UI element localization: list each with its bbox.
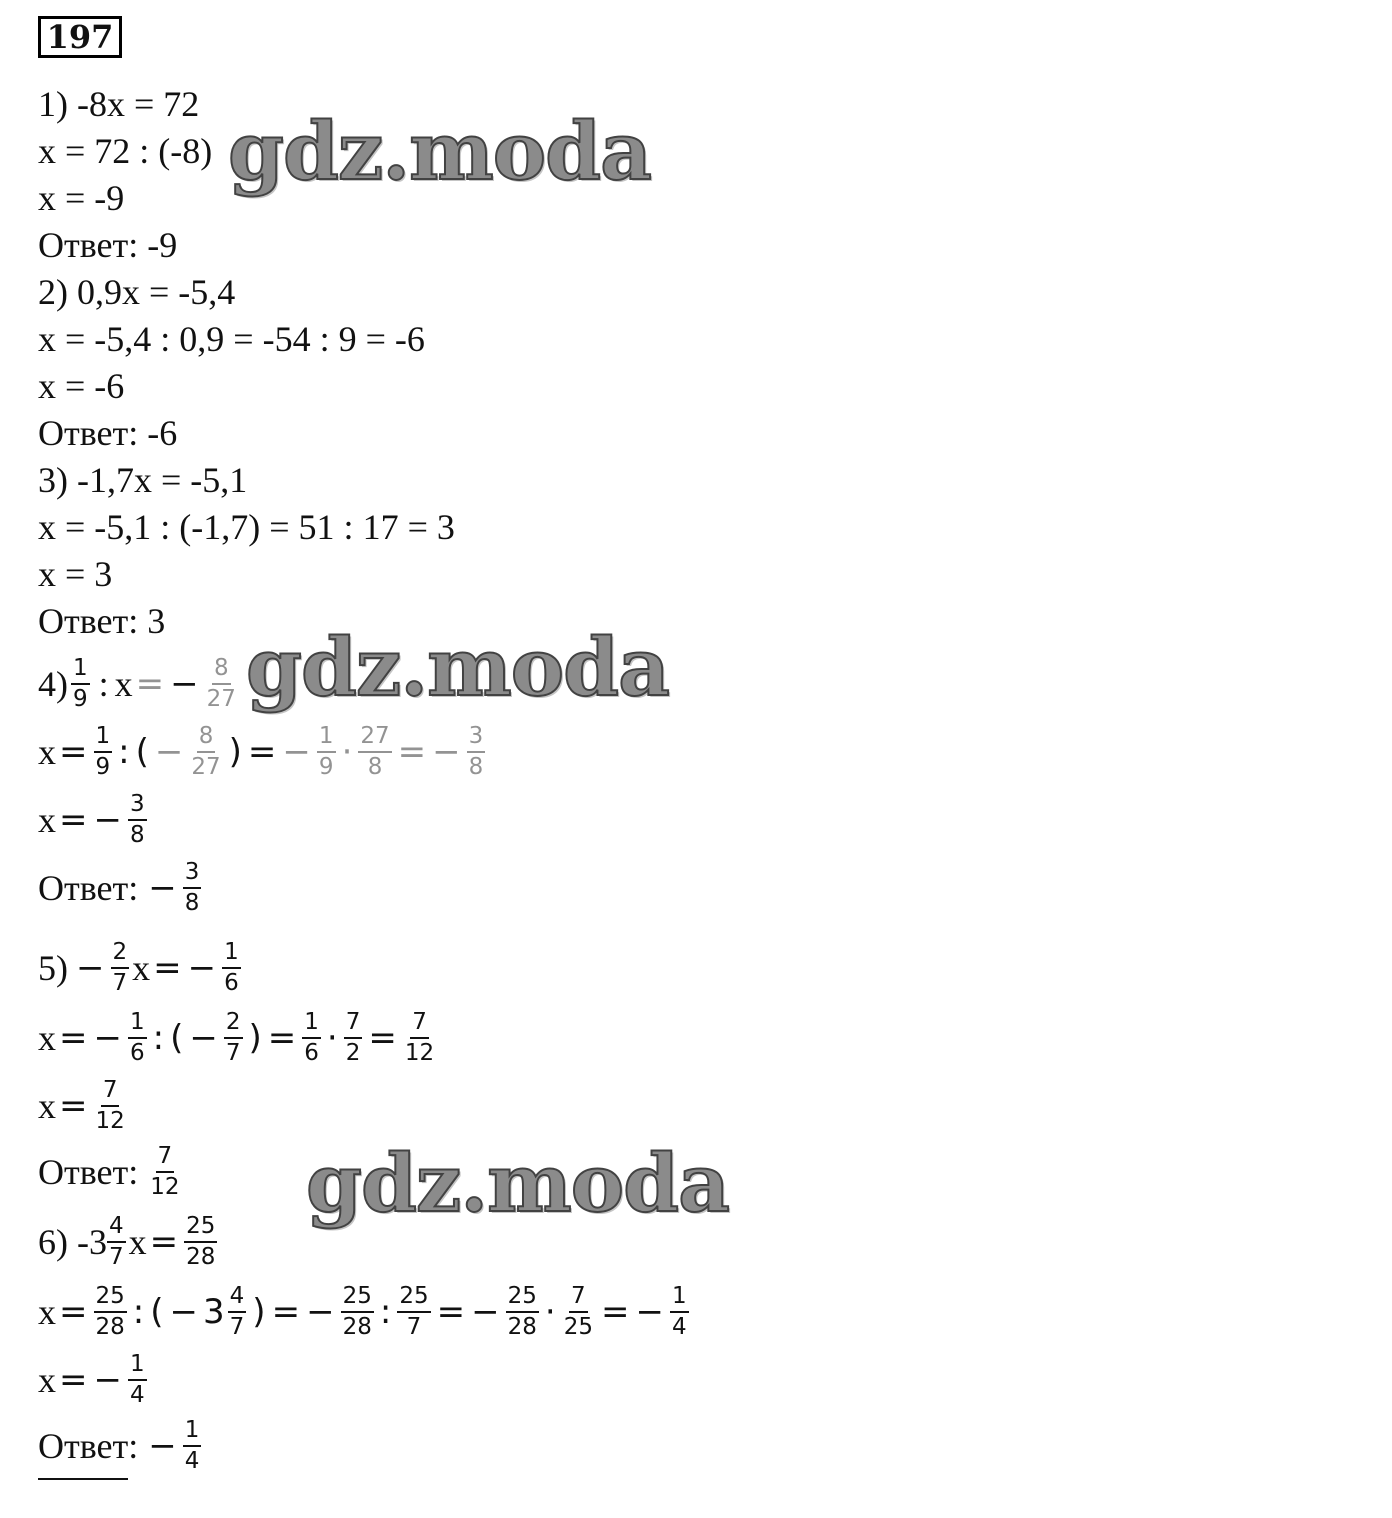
- fraction: $\frac{1}{6}$: [130, 1009, 145, 1066]
- p2-result: x = -6: [38, 366, 125, 406]
- p4-equation: [38, 656, 241, 712]
- answer-label: Ответ:: [38, 868, 139, 908]
- right-paren: ): [248, 1018, 262, 1058]
- equals-sign: =: [59, 800, 88, 840]
- minus-sign: −: [148, 1426, 177, 1466]
- p3-step: x = -5,1 : (-1,7) = 51 : 17 = 3: [38, 507, 455, 547]
- minus-sign: −: [187, 948, 217, 988]
- equals-sign: =: [247, 732, 277, 772]
- variable-x: x: [114, 664, 133, 704]
- p3-equation: 3) -1,7x = -5,1: [38, 460, 248, 500]
- fraction: $\frac{25}{28}$: [342, 1283, 372, 1340]
- minus-sign: −: [635, 1292, 664, 1332]
- fraction: $\frac{1}{9}$: [95, 723, 111, 780]
- p5-step: [38, 1010, 439, 1066]
- minus-sign: −: [76, 948, 105, 988]
- p6-answer: [38, 1418, 204, 1474]
- equals-sign: =: [59, 1086, 88, 1126]
- fraction: $\frac{7}{12}$: [404, 1009, 435, 1066]
- variable-x: x: [132, 948, 151, 988]
- minus-sign: −: [189, 1018, 218, 1058]
- answer-label: Ответ:: [38, 1426, 139, 1466]
- equals-sign: =: [149, 1222, 179, 1262]
- minus-sign: −: [169, 1292, 199, 1332]
- fraction: $\frac{2}{7}$: [112, 939, 128, 996]
- variable-x: x: [38, 800, 56, 840]
- fraction: $\frac{8}{27}$: [206, 655, 236, 712]
- equals-sign: =: [271, 1292, 301, 1332]
- dot-sign: ·: [544, 1292, 556, 1332]
- equals-sign: =: [135, 664, 165, 704]
- fraction: $\frac{4}{7}$: [108, 1213, 124, 1270]
- p5-result: [38, 1078, 130, 1134]
- p4-result: [38, 792, 150, 848]
- equals-sign: =: [59, 1292, 88, 1332]
- variable-x: x: [128, 1222, 147, 1262]
- p1-equation: 1) -8x = 72: [38, 84, 200, 124]
- fraction: $\frac{27}{8}$: [360, 723, 390, 780]
- minus-sign: −: [93, 800, 122, 840]
- p2-equation: 2) 0,9x = -5,4: [38, 272, 236, 312]
- variable-x: x: [38, 1018, 56, 1058]
- p5-answer: [38, 1144, 185, 1200]
- fraction: $\frac{2}{7}$: [225, 1009, 241, 1066]
- fraction: $\frac{1}{9}$: [318, 723, 334, 780]
- fraction: $\frac{3}{8}$: [130, 791, 145, 848]
- p6-equation: [38, 1214, 220, 1270]
- equals-sign: =: [59, 1360, 88, 1400]
- p6-result: [38, 1352, 150, 1408]
- right-paren: ): [252, 1292, 266, 1332]
- fraction: $\frac{7}{12}$: [150, 1143, 180, 1200]
- equals-sign: =: [368, 1018, 397, 1058]
- dot-sign: ·: [326, 1018, 338, 1058]
- left-paren: (: [135, 732, 149, 772]
- dot-sign: ·: [341, 732, 353, 772]
- minus-sign: −: [306, 1292, 335, 1332]
- colon-sign: :: [152, 1018, 165, 1058]
- problem-number: 197: [38, 16, 122, 58]
- fraction: $\frac{25}{28}$: [95, 1283, 125, 1340]
- right-paren: ): [228, 732, 242, 772]
- equals-sign: =: [600, 1292, 630, 1332]
- colon-sign: :: [98, 664, 109, 704]
- p1-step: x = 72 : (-8): [38, 131, 213, 171]
- p4-step: [38, 724, 488, 780]
- fraction: $\frac{1}{6}$: [224, 939, 239, 996]
- minus-sign: −: [93, 1018, 122, 1058]
- minus-sign: −: [432, 732, 461, 772]
- fraction: $\frac{7}{2}$: [345, 1009, 361, 1066]
- p1-answer: Ответ: -9: [38, 225, 178, 265]
- equals-sign: =: [436, 1292, 466, 1332]
- p2-answer: Ответ: -6: [38, 413, 178, 453]
- p3-result: x = 3: [38, 554, 113, 594]
- p5-equation: [38, 940, 244, 996]
- p6-step: [38, 1284, 692, 1340]
- p4-answer: [38, 860, 204, 916]
- equals-sign: =: [153, 948, 182, 988]
- end-rule: [38, 1478, 128, 1480]
- fraction: $\frac{25}{28}$: [507, 1283, 537, 1340]
- minus-sign: −: [93, 1360, 122, 1400]
- watermark: gdz.moda: [246, 620, 669, 714]
- p4-label: 4): [38, 664, 68, 704]
- minus-sign: −: [282, 732, 311, 772]
- minus-sign: −: [148, 868, 177, 908]
- variable-x: x: [38, 1360, 56, 1400]
- fraction: $\frac{3}{8}$: [184, 859, 200, 916]
- colon-sign: :: [118, 732, 130, 772]
- minus-sign: −: [170, 664, 199, 704]
- fraction: $\frac{25}{28}$: [186, 1213, 216, 1270]
- colon-sign: :: [132, 1292, 145, 1332]
- equals-sign: =: [267, 1018, 297, 1058]
- minus-sign: −: [154, 732, 184, 772]
- p3-answer: Ответ: 3: [38, 601, 166, 641]
- fraction: $\frac{1}{4}$: [130, 1351, 145, 1408]
- fraction: $\frac{1}{4}$: [671, 1283, 687, 1340]
- fraction: $\frac{1}{4}$: [184, 1417, 200, 1474]
- fraction: $\frac{1}{6}$: [304, 1009, 319, 1066]
- fraction: $\frac{3}{8}$: [468, 723, 484, 780]
- watermark: gdz.moda: [228, 104, 651, 198]
- equals-sign: =: [59, 732, 88, 772]
- p5-label: 5): [38, 948, 68, 988]
- p2-step: x = -5,4 : 0,9 = -54 : 9 = -6: [38, 319, 425, 359]
- p6-label: 6) -3: [38, 1222, 107, 1262]
- fraction: $\frac{1}{9}$: [73, 655, 88, 712]
- fraction: $\frac{8}{27}$: [191, 723, 221, 780]
- fraction: $\frac{7}{25}$: [563, 1283, 593, 1340]
- fraction: $\frac{4}{7}$: [229, 1283, 245, 1340]
- watermark: gdz.moda: [306, 1136, 729, 1230]
- equals-sign: =: [397, 732, 427, 772]
- mixed-whole: 3: [203, 1292, 225, 1332]
- variable-x: x: [38, 1086, 56, 1126]
- left-paren: (: [150, 1292, 164, 1332]
- answer-label: Ответ:: [38, 1152, 139, 1192]
- variable-x: x: [38, 1292, 56, 1332]
- fraction: $\frac{7}{12}$: [95, 1077, 125, 1134]
- left-paren: (: [170, 1018, 184, 1058]
- minus-sign: −: [471, 1292, 500, 1332]
- equals-sign: =: [59, 1018, 88, 1058]
- colon-sign: :: [379, 1292, 392, 1332]
- fraction: $\frac{25}{7}$: [399, 1283, 429, 1340]
- p1-result: x = -9: [38, 178, 125, 218]
- variable-x: x: [38, 732, 56, 772]
